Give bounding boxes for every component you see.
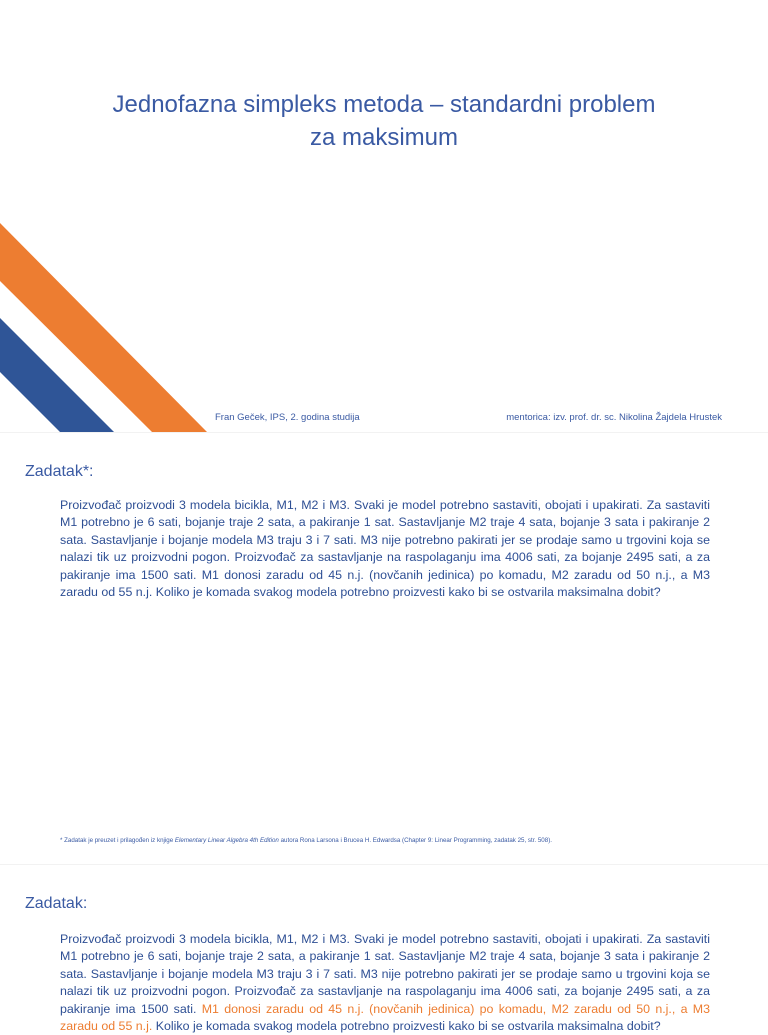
title-line-2: za maksimum [309, 124, 459, 151]
title-line-1: Jednofazna simpleks metoda – standardni problem [112, 91, 656, 118]
footnote-rest: autora Rona Larsona i Brucea H. Edwardsa (Chapter 9: Linear Programming, zadatak 25, str. 508). [278, 837, 552, 844]
task-slide-highlighted [0, 864, 768, 1034]
task-paragraph: Proizvođač proizvodi 3 modela bicikla, M1, M2 i M3. Svaki je model potrebno sastaviti, obojati i upakirati. Za sastaviti M1 potrebno je 6 sati, bojanje traje 2 sata, a pakiranje 1 sat. Sastavljanje M2 traje 4 sata, bojanje 3 sata i pakiranje 2 sata. Sastavljanje i bojanje modela M3 traju 3 i 7 sati. M3 nije potrebno pakirati jer se prodaje samo u trgovini koja se nalazi tik uz proizvodni pogon. Proizvođač za sastavljanje na raspolaganju ima 4006 sati, za bojanje 2495 sati, a za pakiranje ima 1500 sati. M1 donosi zaradu od 45 n.j. (novčanih jedinica) po komadu, M2 zaradu od 50 n.j., a M3 zaradu od 55 n.j. Koliko je komada svakog modela potrebno proizvesti kako bi se ostvarila maksimalna dobit? [60, 498, 710, 600]
footnote [60, 837, 552, 844]
footnote-intro: * Zadatak je preuzet i prilagođen iz knjige [60, 837, 175, 844]
task-paragraph-2 [60, 931, 710, 1035]
task-text-before: Proizvođač proizvodi 3 modela bicikla, M1, M2 i M3. Svaki je model potrebno sastaviti, obojati i upakirati. Za sastaviti M1 potrebno je 6 sati, bojanje traje 2 sata, a pakiranje 1 sat. Sastavljanje M2 traje 4 sata, bojanje 3 sata i pakiranje 2 sata. Sastavljanje i bojanje modela M3 traju 3 i 7 sati. M3 nije potrebno pakirati jer se prodaje samo u trgovini koja se nalazi tik uz proizvodni pogon. Proizvođač za sastavljanje na raspolaganju ima 4006 sati, za bojanje 2495 sati, a za pakiranje ima 1500 sati. [60, 932, 710, 1016]
task-heading: Zadatak*: [25, 463, 94, 480]
footnote-book-title: Elementary Linear Algebra 4th Edition [174, 837, 279, 844]
author-label: Fran Geček, IPS, 2. godina studija [215, 412, 360, 423]
title-slide [0, 0, 768, 432]
task-text-after: Koliko je komada svakog modela potrebno proizvesti kako bi se ostvarila maksimalna dobit? [152, 1019, 661, 1034]
task-heading-2: Zadatak: [25, 895, 88, 912]
task-slide [0, 432, 768, 865]
mentor-label: mentorica: izv. prof. dr. sc. Nikolina Žajdela Hrustek [506, 412, 722, 423]
decorative-stripes [0, 0, 768, 432]
profit-highlight: M1 donosi zaradu od 45 n.j. (novčanih jedinica) po komadu, M2 zaradu od 50 n.j., a M3 zaradu od 55 n.j. [60, 1001, 711, 1034]
